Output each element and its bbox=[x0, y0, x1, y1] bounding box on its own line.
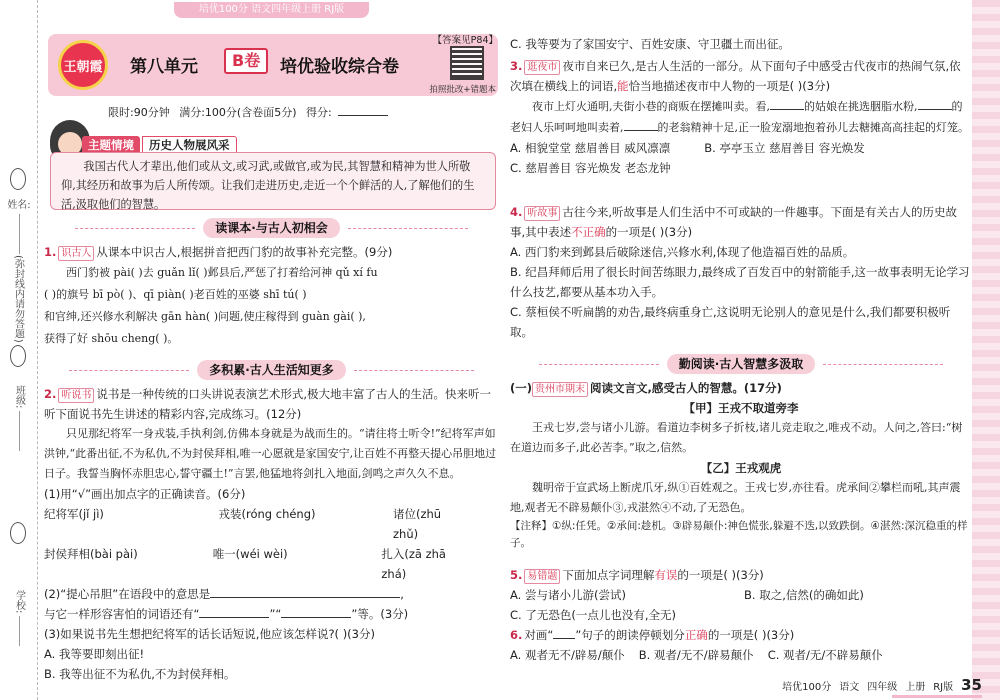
option-a[interactable]: A. 观者无不/辟易/颠仆 bbox=[510, 648, 625, 662]
option-b[interactable]: B. 纪昌拜师后用了很长时间苦练眼力,最终成了百发百中的射箭能手,这一故事表明无论学习什么技艺,都要从基本功入手。 bbox=[510, 265, 970, 299]
qr-caption: 拍照批改+错题本 bbox=[429, 85, 496, 95]
passage-text-a: 王戎七岁,尝与诸小儿游。看道边李树多子折枝,诸儿竞走取之,唯戎不动。人问之,答曰:“树在道边而多子,此必苦李。”取之,信然。 bbox=[510, 421, 963, 454]
question-tag: 贵州市期末 bbox=[532, 382, 588, 397]
option-a[interactable]: A. 相貌堂堂 慈眉善目 威风凛凛 bbox=[510, 141, 671, 155]
seal-hole bbox=[10, 522, 26, 544]
section-banner-1: 读课本·与古人初相会 bbox=[44, 218, 499, 238]
title-banner bbox=[48, 34, 498, 96]
name-field-label: 姓名: bbox=[6, 200, 32, 254]
class-field-label: 班级: bbox=[6, 385, 32, 451]
time-limit: 限时:90分钟 bbox=[108, 106, 170, 119]
top-tab: 培优100分 语文四年级上册 RJ版 bbox=[174, 2, 369, 18]
option-b[interactable]: B. 取之,信然(的确如此) bbox=[744, 588, 864, 602]
version-badge: B卷 bbox=[224, 48, 268, 74]
option-a[interactable]: A. 西门豹来到邺县后破除迷信,兴修水利,体现了他造福百姓的品质。 bbox=[510, 245, 855, 259]
seal-hole bbox=[10, 168, 26, 190]
right-column bbox=[510, 0, 972, 700]
question-4: 4. 听故事 古往今来,听故事是人们生活中不可或缺的一件趣事。下面是有关古人的历史故事,其中表述不正确的一项是( )(3分) A. 西门豹来到邺县后破除迷信,兴修水利,体现了他造福百姓的品质。 B. 纪昌拜师后用了很长时间苦练眼力,最终成了百发百中的射箭能手,这一故事表明无论学习什么技艺,都要从基本功入手。 C. 蔡桓侯不听扁鹊的劝告,最终病重身亡,这说明无论别人的意见是什么,我们都要积极听取。 bbox=[510, 202, 972, 342]
question-3: 3. 逛夜市 夜市自来已久,是古人生活的一部分。从下面句子中感受古代夜市的热闹气氛,依次填在横线上的词语,能恰当地描述夜市中人物的一项是( )(3分) 夜市上灯火通明,夫街小巷的商贩在摆摊叫卖。看, 的姑娘在挑选胭脂水粉, 的老妇人乐呵呵地叫卖着, 的老翁精神十足,正一脸宠溺地抱着孙儿去糖摊高高挂起的灯笼。 A. 相貌堂堂 慈眉善目 威风凛凛 B. 亭亭玉立 慈眉善目 容光焕发 C. 慈眉善目 容光焕发 老态龙钟 bbox=[510, 56, 972, 178]
page-edge-decoration bbox=[972, 0, 1000, 700]
full-score: 满分:100分(含卷面5分) bbox=[179, 106, 297, 119]
question-tag: 听故事 bbox=[524, 206, 560, 221]
annotation-note: 【注释】①纵:任凭。②承间:趁机。③辟易颠仆:神色慌张,躲避不迭,以致跌倒。④湛然:深沉稳重的样子。 bbox=[510, 520, 968, 549]
question-1: 1. 识古人 从课本中识古人,根据拼音把西门豹的故事补充完整。(9分) 西门豹被 pài( )去 guǎn lǐ( )邺县后,严惩了打着给河神 qǔ xí fu ( )的旗号 bī pò( )、qī piàn( )老百姓的巫婆 shī tú( ) 和官绅,还兴修水利解决 gān hàn( )问题,使庄稼得到 guàn gài( ), 获得了好 shōu cheng( )。 bbox=[44, 245, 393, 345]
question-2-option-c[interactable]: C. 我等要为了家国安宁、百姓安康、守卫疆土而出征。 bbox=[510, 37, 790, 51]
score-label: 得分: bbox=[306, 106, 332, 119]
reading-options-row-2[interactable]: 封侯拜相(bài pài) 唯一(wéi wèi) 扎入(zā zhā zhá) bbox=[44, 547, 446, 581]
option-c[interactable]: C. 慈眉善目 容光焕发 老态龙钟 bbox=[510, 161, 671, 175]
brand-logo: 王朝霞 bbox=[58, 40, 108, 90]
option-a[interactable]: A. 尝与诸小儿游(尝试) bbox=[510, 588, 626, 602]
footer-bar bbox=[892, 695, 982, 698]
left-column bbox=[44, 0, 499, 700]
answer-reference: 【答案见P84】 bbox=[432, 35, 498, 46]
option-b[interactable]: B. 观者/无不/辟易颠仆 bbox=[638, 648, 754, 662]
reading-passage: (一) 贵州市期末 阅读文言文,感受古人的智慧。(17分) 【甲】王戎不取道旁李 王戎七岁,尝与诸小儿游。看道边李树多子折枝,诸儿竞走取之,唯戎不动。人问之,答曰:“树在道边而多子,此必苦李。”取之,信然。 【乙】王戎观虎 魏明帝于宣武场上断虎爪牙,纵①百姓观之。王戎七岁,亦往看。虎承间②攀栏而吼,其声震地,观者无不辟易颠仆③,戎湛然④不动,了无恐色。 【注释】①纵:任凭。②承间:趁机。③辟易颠仆:神色慌张,躲避不迭,以致跌倒。④湛然:深沉稳重的样子。 bbox=[510, 378, 972, 552]
option-c[interactable]: C. 观者/无/不辟易颠仆 bbox=[767, 648, 883, 662]
qr-code-icon[interactable] bbox=[450, 46, 484, 80]
reading-options-row-1[interactable]: 纪将军(jǐ jì) 戎装(róng chéng) 诸位(zhū zhǔ) bbox=[44, 507, 442, 541]
question-tag: 逛夜市 bbox=[524, 60, 560, 75]
question-5: 5. 易错题 下面加点字词理解有误的一项是( )(3分) A. 尝与诸小儿游(尝试) B. 取之,信然(的确如此) C. 了无恐色(一点儿也没有,全无) bbox=[510, 565, 972, 625]
option-c[interactable]: C. 了无恐色(一点儿也没有,全无) bbox=[510, 608, 676, 622]
unit-label: 第八单元 bbox=[130, 57, 198, 77]
theme-pill: 主题情境 bbox=[82, 136, 140, 154]
option-a[interactable]: A. 我等要即刻出征! bbox=[44, 647, 145, 661]
score-blank[interactable] bbox=[338, 104, 388, 116]
question-2: 2. 听说书 说书是一种传统的口头讲说表演艺术形式,极大地丰富了古人的生活。快来听一听下面说书先生讲述的精彩内容,完成练习。(12分) 只见那纪将军一身戎装,手执利剑,仿佛本身就是为战而生的。“请往将士听令!”纪将军声如洪钟,“此番出征,不为私仇,不为封侯拜相,唯一心愿就是家国安宁,让百姓不再整天提心吊胆地过日子。我誓当胸怀赤胆忠心,誓守疆土!”言罢,他猛地将剑扎入地面,剑鸣之声久久不息。 (1)用“√”画出加点字的正确读音。(6分) 纪将军(jǐ jì) 戎装(róng chéng) 诸位(zhū zhǔ) 封侯拜相(bài pài) 唯一(wéi wèi) 扎入(zā zhā zhá) (2)“提心吊胆”在语段中的意思是 , 与它一样形容害怕的词语还有“ ”“ ”等。(3分) (3)如果说书先生想把纪将军的话长话短说,他应该怎样说?( )(3分) A. 我等要即刻出征! B. 我等出征不为私仇,不为封侯拜相。 bbox=[44, 384, 499, 684]
option-b[interactable]: B. 亭亭玉立 慈眉善目 容光焕发 bbox=[704, 141, 865, 155]
page-title: 培优验收综合卷 bbox=[280, 57, 399, 77]
passage-title-a: 【甲】王戎不取道旁李 bbox=[683, 401, 799, 415]
question-tag: 易错题 bbox=[524, 569, 560, 584]
exam-meta bbox=[108, 104, 394, 120]
theme-name: 历史人物展风采 bbox=[142, 136, 237, 154]
seal-note: (弥封线内请勿答题) bbox=[12, 255, 24, 343]
answer-blank[interactable] bbox=[210, 586, 400, 598]
question-tag: 听说书 bbox=[58, 388, 94, 403]
option-b[interactable]: B. 我等出征不为私仇,不为封侯拜相。 bbox=[44, 667, 236, 681]
question-6: 6. 对画“ ”句子的朗读停顿划分正确的一项是( )(3分) A. 观者无不/辟易/颠仆 B. 观者/无不/辟易颠仆 C. 观者/无/不辟易颠仆 bbox=[510, 625, 972, 665]
binding-margin bbox=[0, 0, 38, 700]
passage-title-b: 【乙】王戎观虎 bbox=[700, 461, 782, 475]
seal-hole bbox=[10, 345, 26, 367]
theme-intro: 我国古代人才辈出,他们或从文,或习武,或做官,或为民,其智慧和精神为世人所敬仰,其经历和故事为后人所传颂。让我们走进历史,走近一个个鲜活的人,了解他们的生活,汲取他们的智慧。 bbox=[50, 152, 496, 210]
page-footer: 培优100分 语文 四年级 上册 RJ版 35 bbox=[782, 676, 982, 694]
page-number: 35 bbox=[961, 676, 982, 694]
passage-text-b: 魏明帝于宣武场上断虎爪牙,纵①百姓观之。王戎七岁,亦往看。虎承间②攀栏而吼,其声震地,观者无不辟易颠仆③,戎湛然④不动,了无恐色。 bbox=[510, 481, 961, 514]
option-c[interactable]: C. 蔡桓侯不听扁鹊的劝告,最终病重身亡,这说明无论别人的意见是什么,我们都要积极听取。 bbox=[510, 305, 951, 339]
section-banner-2: 多积累·古人生活知更多 bbox=[44, 360, 499, 380]
school-field-label: 学校: bbox=[6, 590, 32, 646]
section-banner-3: 勤阅读·古人智慧多汲取 bbox=[510, 354, 972, 374]
question-tag: 识古人 bbox=[58, 246, 94, 261]
